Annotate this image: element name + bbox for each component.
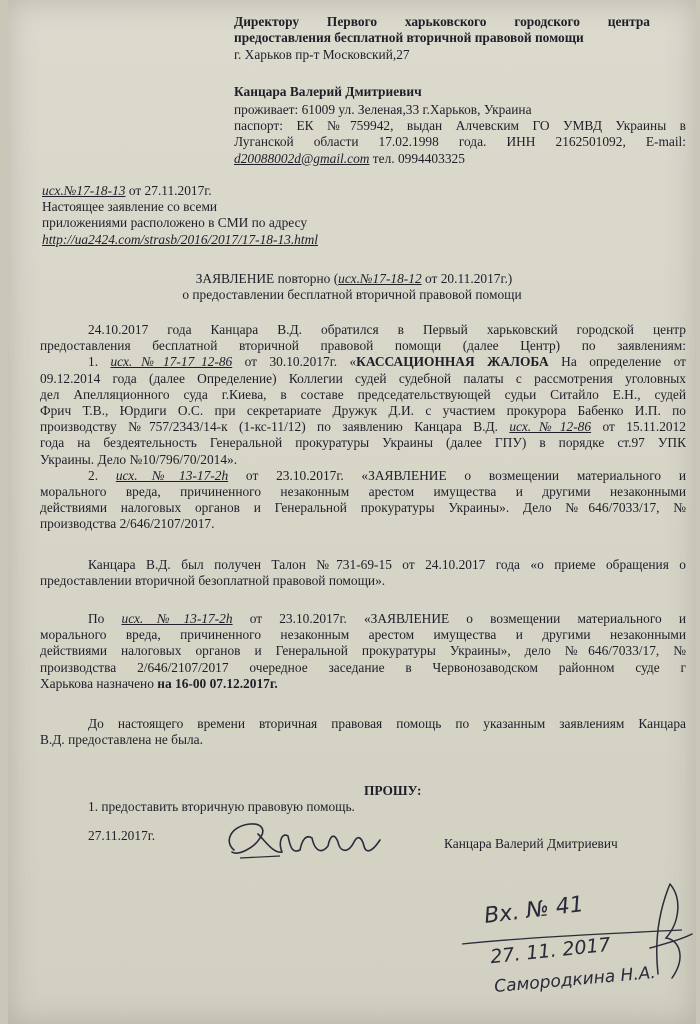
outgoing-line-3: приложениями расположено в СМИ по адресу [42,215,308,231]
p3-line-2: морального вреда, причиненного незаконным арестом имущества и другими незаконными [40,627,686,643]
p3-l5-b: на 16-00 07.12.2017г. [157,675,278,691]
item2-line-2: морального вреда, причиненного незаконным арестом имущества и другими незаконными [40,484,686,500]
p3-line-5 [40,676,686,692]
receipt-number-handwritten: Вх. № 41 [482,892,586,929]
p3-l5-a: Харькова назначено [40,675,158,691]
item1-line-3: дел Апелляционного суда г.Киева, в составе председательствующей судьи Ситайло Е.Н., судей [40,386,686,402]
item1-line-5 [40,419,686,435]
item1-line-1 [40,354,686,370]
footer-date: 27.11.2017г. [88,828,156,843]
item1-date: от 30.10.2017г. « [232,354,357,370]
addressee-block [234,14,650,46]
request-heading: ПРОШУ: [364,783,422,798]
p3-ref: исх.№13-17-2h [121,611,233,627]
outgoing-url-link[interactable]: http://ua2424.com/strasb/2016/2017/17-18-13.html [42,231,318,247]
addressee-address: г. Харьков пр-т Московский,27 [234,47,410,62]
body-text [40,322,686,748]
signature-mark [220,812,390,868]
applicant-name: Канцара Валерий Дмитриевич [234,84,422,99]
item1-line-4: Фрич Т.В., Юрдиги О.С. при секретариате Дружук Д.И. с участием прокурора Бабенко И.П. по [40,403,686,419]
item1-line-2: 09.12.2014 года (далее Определение) Коллегии судей судебной палаты с рассмотрения уголовных [40,370,686,386]
item1-bold-title: КАССАЦИОННАЯ ЖАЛОБА [356,354,549,370]
title-line-2: о предоставлении бесплатной вторичной правовой помощи [182,287,522,303]
addressee-line-2: предоставления бесплатной вторичной правовой помощи [234,30,584,46]
applicant-details [234,102,686,167]
item1-line-6: года на бездеятельность Генеральной прокуратуры Украины (далее ГПУ) в порядке ст.97 УПК [40,435,686,451]
title-suffix: от 20.11.2017г.) [421,271,513,286]
document-title [8,271,696,303]
outgoing-line-2: Настоящее заявление со всеми [42,199,218,215]
phone-text: тел. 0994403325 [369,150,465,166]
p3-line-1 [40,611,686,627]
item2-line-4: производства 2/646/2107/2017. [40,516,215,532]
outgoing-ref-line [42,183,402,199]
title-prefix: ЗАЯВЛЕНИЕ повторно ( [195,271,339,286]
request-item-1: 1. предоставить вторичную правовую помощь. [88,799,355,814]
p4-line-1: До настоящего времени вторичная правовая помощь по указанным заявлениям Канцара [88,716,686,732]
title-ref: исх.№17-18-12 [338,271,422,286]
title-line-1 [8,271,696,287]
item2-tail: от 23.10.2017г. «ЗАЯВЛЕНИЕ о возмещении материального и [228,467,686,483]
outgoing-block [42,183,402,248]
item2-ref: исх.№13-17-2h [115,467,229,483]
p3-line-3: действиями налоговых органов и Генеральной прокуратуры Украины», дело №646/7033/17, № [40,643,686,659]
item1-ref: исх.№17-17_12-86 [110,354,233,370]
p1-line-1: 24.10.2017 года Канцара В.Д. обратился в Первый харьковский городской центр [88,322,686,337]
item1-tail: На определение от [548,354,686,370]
contact-line [234,151,686,167]
p2-line-2: предоставлении вторичной безоплатной правовой помощи». [40,572,386,588]
item2-line-1 [40,468,686,484]
item2-number: 2. [88,467,116,483]
p3-tail: от 23.10.2017г. «ЗАЯВЛЕНИЕ о возмещении материального и [232,611,686,627]
p1-line-2: предоставления бесплатной вторичной правовой помощи (далее Центр) по заявлениям: [40,338,686,354]
residence-line: проживает: 61009 ул. Зеленая,33 г.Харьков, Украина [234,102,532,117]
footer-name: Канцара Валерий Дмитриевич [444,836,618,851]
item1-l5-b: от 15.11.2012 [591,419,686,435]
outgoing-date: от 27.11.2017г. [125,183,212,198]
p3-prefix: По [88,611,122,627]
email-link[interactable]: d20088002d@gmail.com [234,150,370,166]
passport-line-1: паспорт: ЕК №759942, выдан Алчевским ГО УМВД Украины в [234,118,686,134]
receipt-receiver-handwritten: Самородкина Н.А. [493,962,657,998]
item1-number: 1. [88,354,111,370]
receipt-date-handwritten: 27. 11. 2017 [489,933,612,969]
passport-line-2: Луганской области 17.02.1998 года. ИНН 2162501092, E-mail: [234,134,686,150]
document-page [8,0,696,1024]
addressee-line-1: Директору Первого харьковского городского центра [234,14,650,29]
receipt-initials-mark [640,878,696,988]
item1-l5-a: производству №757/2343/14-к (1-кс-11/12) по заявлению Канцара В.Д. [40,419,510,435]
p3-line-4: производства 2/646/2107/2017 очередное заседание в Червонозаводском районном суде г [40,659,686,675]
item2-line-3: действиями налоговых органов и Генеральной прокуратуры Украины». Дело №646/7033/17, № [40,500,686,516]
p2-line-1: Канцара В.Д. был получен Талон №731-69-15 от 24.10.2017 года «о приеме обращения о [88,556,686,572]
outgoing-ref: исх.№17-18-13 [42,183,126,198]
item1-l5-ref: исх.№12-86 [509,419,592,435]
p4-line-2: В.Д. предоставлена не была. [40,732,203,748]
item1-line-7: Украины. Дело №10/796/70/2014». [40,451,238,467]
